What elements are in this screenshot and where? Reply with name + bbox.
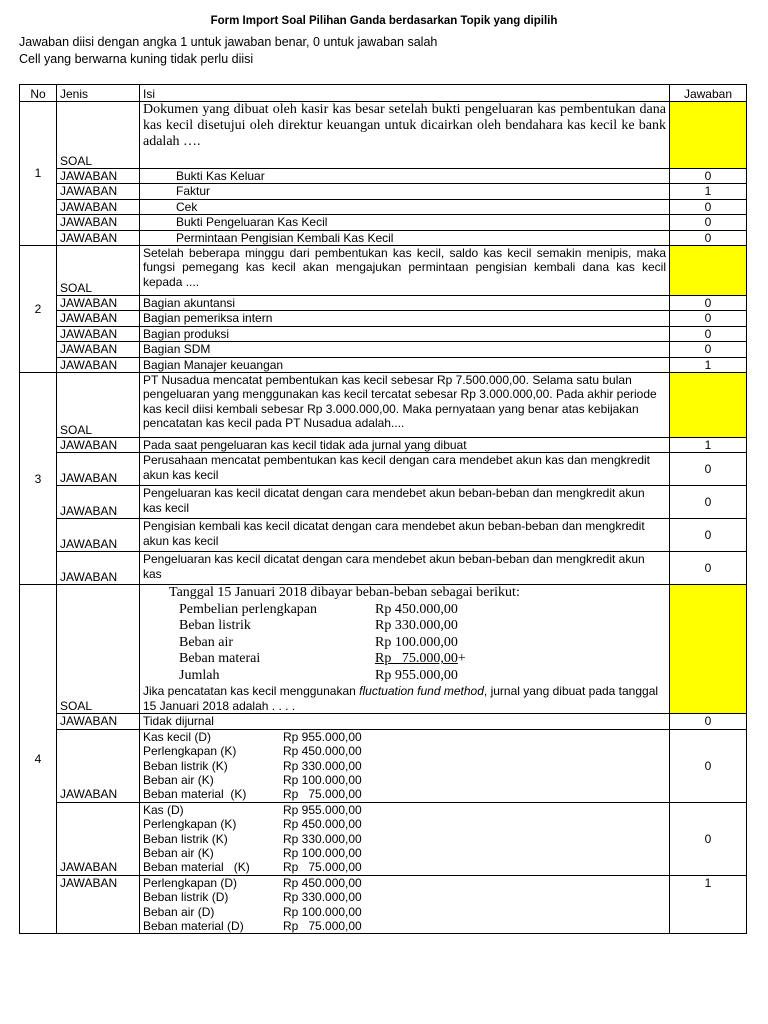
- journal-amount: Rp 330.000,00: [283, 758, 362, 773]
- journal-line: [143, 905, 666, 919]
- q4-a3-journal[interactable]: [140, 802, 670, 875]
- q2-answer-row: [20, 342, 747, 357]
- q2-answer-row: [20, 326, 747, 341]
- journal-line: [143, 846, 666, 860]
- q3-a4-type: JAWABAN: [57, 519, 140, 552]
- q1-a4-value[interactable]: 0: [670, 215, 747, 230]
- q1-answer-row: [20, 184, 747, 199]
- q3-type: SOAL: [57, 373, 140, 438]
- q3-answer-row: [20, 453, 747, 486]
- journal-line: [143, 787, 666, 801]
- q4-item: [143, 635, 666, 652]
- journal-account: Beban air (K): [143, 772, 214, 787]
- q4-a2-type: JAWABAN: [57, 729, 140, 802]
- header-jenis: Jenis: [57, 85, 140, 102]
- journal-account: Beban material (D): [143, 918, 244, 933]
- journal-account: Beban material (K): [143, 787, 247, 802]
- q3-a3-type: JAWABAN: [57, 486, 140, 519]
- q2-a5-type: JAWABAN: [57, 357, 140, 372]
- journal-account: Kas kecil (D): [143, 729, 212, 744]
- q3-a5-type: JAWABAN: [57, 552, 140, 585]
- q2-a5-text[interactable]: Bagian Manajer keuangan: [140, 357, 670, 372]
- q1-answer-cell-disabled: [670, 102, 747, 169]
- q3-soal-row: [20, 373, 747, 438]
- question-table: [19, 84, 747, 934]
- q3-answer-row: [20, 519, 747, 552]
- journal-account: Perlengkapan (K): [143, 817, 237, 832]
- q4-item-label: Beban materai: [179, 651, 261, 667]
- journal-amount: Rp 75.000,00: [283, 860, 362, 875]
- q3-a1-type: JAWABAN: [57, 438, 140, 453]
- q2-answer-row: [20, 311, 747, 326]
- q2-a4-value[interactable]: 0: [670, 342, 747, 357]
- journal-amount: Rp 450.000,00: [283, 817, 362, 832]
- journal-line: [143, 759, 666, 773]
- journal-line: [143, 730, 666, 744]
- journal-amount: Rp 450.000,00: [283, 744, 362, 759]
- journal-line: [143, 803, 666, 817]
- journal-account: Kas (D): [143, 802, 184, 817]
- q4-a4-type: JAWABAN: [57, 875, 140, 934]
- q4-soal-row: [20, 585, 747, 714]
- journal-account: Beban listrik (D): [143, 890, 229, 905]
- journal-amount: Rp 100.000,00: [283, 772, 362, 787]
- q1-a4-text[interactable]: Bukti Pengeluaran Kas Kecil: [140, 215, 670, 230]
- q4-item-amount: Rp 450.000,00: [375, 601, 458, 617]
- q1-answer-row: [20, 199, 747, 214]
- journal-line: [143, 919, 666, 933]
- q4-item-amount: Rp 330.000,00: [375, 618, 458, 634]
- journal-amount: Rp 100.000,00: [283, 904, 362, 919]
- q3-a2-type: JAWABAN: [57, 453, 140, 486]
- q3-a2-value[interactable]: 0: [670, 453, 747, 486]
- q1-a3-text[interactable]: Cek: [140, 199, 670, 214]
- q2-a1-type: JAWABAN: [57, 296, 140, 311]
- q4-item: [143, 668, 666, 685]
- q4-a2-journal[interactable]: [140, 729, 670, 802]
- q1-a5-text[interactable]: Permintaan Pengisian Kembali Kas Kecil: [140, 230, 670, 245]
- q4-answer-row: [20, 729, 747, 802]
- q3-a4-text[interactable]: Pengisian kembali kas kecil dicatat dengan cara mendebet akun beban-beban dan mengkredit akun kas kecil: [140, 519, 670, 552]
- q2-question[interactable]: Setelah beberapa minggu dari pembentukan kas kecil, saldo kas kecil semakin menipis, maka fungsi pemegang kas kecil akan mengajukan permintaan pengisian kembali dana kas kecil kepada ....: [140, 246, 670, 296]
- q3-a5-value[interactable]: 0: [670, 552, 747, 585]
- q2-type: SOAL: [57, 246, 140, 296]
- q1-number: 1: [20, 102, 57, 246]
- q4-a1-value[interactable]: 0: [670, 714, 747, 729]
- q4-item-amount: Rp 100.000,00: [375, 634, 458, 650]
- q4-answer-row: [20, 714, 747, 729]
- q1-a5-value[interactable]: 0: [670, 230, 747, 245]
- journal-account: Perlengkapan (D): [143, 875, 238, 890]
- journal-amount: Rp 955.000,00: [283, 729, 362, 744]
- q3-a3-text[interactable]: Pengeluaran kas kecil dicatat dengan cara mendebet akun beban-beban dan mengkredit akun kas kecil: [140, 486, 670, 519]
- q3-question[interactable]: PT Nusadua mencatat pembentukan kas kecil sebesar Rp 7.500.000,00. Selama satu bulan pengeluaran yang menggunakan kas kecil tercatat sebesar Rp 3.000.000,00. Pada akhir periode kas kecil diisi kembali sebesar Rp 3.000.000,00. Maka pernyataan yang benar atas kebijakan pencatatan kas kecil pada PT Nusadua adalah....: [140, 373, 670, 438]
- q3-number: 3: [20, 373, 57, 585]
- journal-line: [143, 817, 666, 831]
- q4-total-label: Jumlah: [179, 667, 220, 683]
- q2-answer-row: [20, 357, 747, 372]
- journal-account: Beban listrik (K): [143, 758, 228, 773]
- q4-a2-value[interactable]: 0: [670, 729, 747, 802]
- journal-account: Beban air (K): [143, 845, 214, 860]
- q3-answer-row: [20, 438, 747, 453]
- q2-answer-row: [20, 296, 747, 311]
- q2-a5-value[interactable]: 1: [670, 357, 747, 372]
- q2-a1-value[interactable]: 0: [670, 296, 747, 311]
- q4-plus-sign: +: [457, 651, 466, 667]
- q4-question-pre: Jika pencatatan kas kecil menggunakan: [143, 684, 360, 699]
- q1-answer-row: [20, 230, 747, 245]
- q3-answer-cell-disabled: [670, 373, 747, 438]
- q4-item-label: Beban listrik: [179, 618, 251, 634]
- q4-a4-journal[interactable]: [140, 875, 670, 934]
- form-title: Form Import Soal Pilihan Ganda berdasarkan Topik yang dipilih: [210, 15, 558, 27]
- journal-amount: Rp 955.000,00: [283, 802, 362, 817]
- q4-item: [143, 602, 666, 619]
- q1-answer-row: [20, 215, 747, 230]
- q4-item-amount: Rp 75.000,00: [375, 651, 458, 667]
- journal-amount: Rp 75.000,00: [283, 918, 362, 933]
- q4-item-label: Beban air: [179, 634, 234, 650]
- q1-a3-type: JAWABAN: [57, 199, 140, 214]
- q4-a3-type: JAWABAN: [57, 802, 140, 875]
- q4-a4-value[interactable]: 1: [670, 875, 747, 934]
- q2-a3-text[interactable]: Bagian produksi: [140, 326, 670, 341]
- q1-a1-text[interactable]: Bukti Kas Keluar: [140, 169, 670, 184]
- q4-expense-list: [143, 585, 666, 684]
- q4-question-post: , jurnal yang dibuat pada tanggal 15 Januari 2018 adalah . . . .: [143, 684, 659, 713]
- q1-soal-row: [20, 102, 747, 169]
- q4-answer-row: [20, 802, 747, 875]
- q4-item: [143, 651, 666, 668]
- q1-answer-row: [20, 169, 747, 184]
- q4-total-amount: Rp 955.000,00: [375, 667, 458, 683]
- q3-a2-text[interactable]: Perusahaan mencatat pembentukan kas kecil dengan cara mendebet akun kas dan mengkredit akun kas kecil: [140, 453, 670, 486]
- q3-a3-value[interactable]: 0: [670, 486, 747, 519]
- q1-type: SOAL: [57, 102, 140, 169]
- q4-item: [143, 618, 666, 635]
- q2-answer-cell-disabled: [670, 246, 747, 296]
- q1-a2-type: JAWABAN: [57, 184, 140, 199]
- journal-amount: Rp 330.000,00: [283, 890, 362, 905]
- q4-item-label: Pembelian perlengkapan: [179, 601, 318, 617]
- journal-amount: Rp 75.000,00: [283, 787, 362, 802]
- q2-a3-value[interactable]: 0: [670, 326, 747, 341]
- journal-line: [143, 832, 666, 846]
- q2-number: 2: [20, 246, 57, 373]
- q1-a1-value[interactable]: 0: [670, 169, 747, 184]
- journal-account: Beban listrik (K): [143, 831, 228, 846]
- journal-account: Beban air (D): [143, 904, 215, 919]
- q4-question[interactable]: [140, 585, 670, 714]
- journal-amount: Rp 330.000,00: [283, 831, 362, 846]
- q1-a2-value[interactable]: 1: [670, 184, 747, 199]
- q1-a4-type: JAWABAN: [57, 215, 140, 230]
- instruction-yellow-cells: Cell yang berwarna kuning tidak perlu diisi: [19, 52, 254, 66]
- header-isi: Isi: [140, 85, 670, 102]
- q3-a1-text[interactable]: Pada saat pengeluaran kas kecil tidak ada jurnal yang dibuat: [140, 438, 670, 453]
- journal-line: [143, 860, 666, 874]
- journal-amount: Rp 450.000,00: [283, 875, 362, 890]
- q2-a2-text[interactable]: Bagian pemeriksa intern: [140, 311, 670, 326]
- journal-account: Perlengkapan (K): [143, 744, 237, 759]
- q4-intro: Tanggal 15 Januari 2018 dibayar beban-beban sebagai berikut:: [169, 585, 520, 601]
- q4-answer-row: [20, 875, 747, 934]
- q1-a3-value[interactable]: 0: [670, 199, 747, 214]
- q4-number: 4: [20, 585, 57, 934]
- q2-a1-text[interactable]: Bagian akuntansi: [140, 296, 670, 311]
- journal-line: [143, 773, 666, 787]
- header-no: No: [20, 85, 57, 102]
- q3-answer-row: [20, 486, 747, 519]
- q2-a4-type: JAWABAN: [57, 342, 140, 357]
- q3-a5-text[interactable]: Pengeluaran kas kecil dicatat dengan cara mendebet akun beban-beban dan mengkredit akun kas: [140, 552, 670, 585]
- q3-a4-value[interactable]: 0: [670, 519, 747, 552]
- q4-question-text: [143, 684, 666, 713]
- q4-answer-cell-disabled: [670, 585, 747, 714]
- q3-a1-value[interactable]: 1: [670, 438, 747, 453]
- journal-line: [143, 876, 666, 890]
- q3-answer-row: [20, 552, 747, 585]
- q2-a3-type: JAWABAN: [57, 326, 140, 341]
- q2-a2-type: JAWABAN: [57, 311, 140, 326]
- q4-a1-text[interactable]: Tidak dijurnal: [140, 714, 670, 729]
- q2-a4-text[interactable]: Bagian SDM: [140, 342, 670, 357]
- header-row: [20, 85, 747, 102]
- journal-line: [143, 744, 666, 758]
- q2-a2-value[interactable]: 0: [670, 311, 747, 326]
- header-jawaban: Jawaban: [670, 85, 747, 102]
- q1-a2-text[interactable]: Faktur: [140, 184, 670, 199]
- journal-account: Beban material (K): [143, 860, 250, 875]
- q1-a5-type: JAWABAN: [57, 230, 140, 245]
- journal-line: [143, 890, 666, 904]
- q4-a1-type: JAWABAN: [57, 714, 140, 729]
- q1-question[interactable]: Dokumen yang dibuat oleh kasir kas besar setelah bukti pengeluaran kas pembentukan dana kas kecil disetujui oleh direktur keuangan untuk dicairkan oleh bendahara kas kecil ke bank adalah ….: [140, 102, 670, 169]
- instruction-answer-rule: Jawaban diisi dengan angka 1 untuk jawaban benar, 0 untuk jawaban salah: [19, 35, 438, 49]
- q4-question-method: fluctuation fund method: [359, 684, 484, 699]
- journal-amount: Rp 100.000,00: [283, 845, 362, 860]
- q2-soal-row: [20, 246, 747, 296]
- q1-a1-type: JAWABAN: [57, 169, 140, 184]
- q4-a3-value[interactable]: 0: [670, 802, 747, 875]
- q4-type: SOAL: [57, 585, 140, 714]
